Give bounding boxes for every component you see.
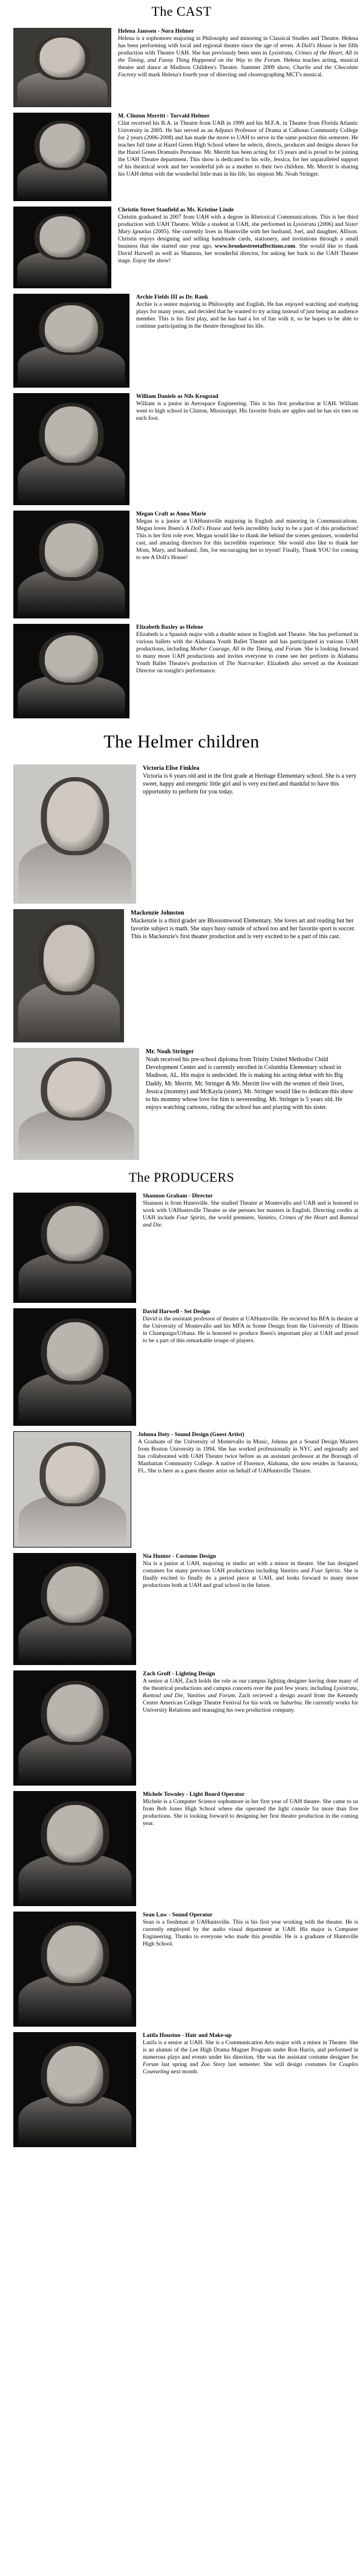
portrait-photo: [13, 624, 129, 718]
bio-photo-container: [13, 764, 136, 904]
portrait-face: [47, 781, 103, 851]
bio-paragraph: Sean is a freshman at UAHuntsville. This is his first year working with the theatre. He is currently employed by the audio visual department at UAH. His major is Computer Engineering. Thanks to everyone who made this possible. He is a graduate of Huntsville High School.: [143, 1919, 358, 1948]
bio-paragraph: Shannon is from Huntsville. She studied Theatre at Montevallo and UAB and is honored to work with UAHuntsville Theatre as she persues her masters in English. Directing credits at UAH include Four Spirits, the world premiere, Vanities, Crimes of the Heart and Rantoul and Die.: [143, 1200, 358, 1229]
bio-paragraph: Christin graduated in 2007 from UAH with a degree in Rhetorical Communications. This is her third production with UAH Theatre. While a student at UAH, she performed in Lysistrata (2006) and Sister Mary Ignatius (2005). She currently lives in Huntsville with her husband, Joel, and daughter, Allison. Christin enjoys designing and selling handmade cards, stationery, and invitations through a small business that she started one year ago, www.brookestreetaffections.com. She would like to thank David Harwell as well as Shannon, her wonderful director, for asking her back to the UAH Theatre stage. Enjoy the show!: [118, 214, 358, 265]
portrait-photo: [13, 1431, 131, 1548]
portrait-face: [47, 1925, 103, 1983]
bio-text-container: [136, 1193, 358, 1229]
bio-paragraph: Archie is a senior majoring in Philosophy and English. He has enjoyed watching and studying plays for many years, and decided that he wanted to try acting instead of just being an audience member. This is his first play, and he has had a lot of fun with it, so he hopes to be able to continue participating in the theatre throughout his life.: [136, 301, 358, 330]
portrait-face: [47, 1684, 103, 1742]
portrait-face: [47, 1805, 103, 1862]
section-heading-producers: The PRODUCERS: [128, 1170, 235, 1185]
bio-paragraph: Clint received his B.A. in Theatre from UAB in 1999 and his M.F.A. in Theatre from Florida Atlantic University in 2005. He has served as an Adjunct Professor of Drama at Calhoun Community College for 2 years (2006-2008) and has made the move to UAH to serve in the same position this semester. He teaches full time at Hazel Green High School where he selects, directs, produces and designs shows for the Hazel Green Dramatis Personae. Mr. Merritt has been acting for 15 years and is proud to be joining the UAH Theatre department. This show is dedicated to his wife, Jessica, for her unparalleled support of his theatrical work and her wonderful job as a mother to their two children. Mr. Merritt is sharing his UAH debut with the wonderful little man in his life, his stepson Mr. Noah Stringer.: [118, 120, 358, 178]
section-heading-cast: The CAST: [151, 4, 212, 19]
bio-paragraph: David is the assistant professor of theatre at UAHuntsville. He recieved his BFA in theatre at the University of Montevallo and his MFA in Scene Design from the University of Illinois in Champaign/Urbana. He is honored to produce Ibsen's important play at UAH and proud to be a part of this remarkable troupe of players.: [143, 1316, 358, 1345]
bio-text-container: [136, 1670, 358, 1714]
portrait-photo: [13, 294, 129, 388]
bio-name-role: Mr. Noah Stringer: [146, 1048, 194, 1055]
bio-name-role: David Harwell - Set Design: [143, 1309, 211, 1315]
bio-name-role: Megan Craft as Anna Marie: [136, 511, 206, 517]
bio-entry: [0, 1670, 363, 1786]
producers-bio-list: [0, 1193, 363, 2147]
bio-entry: [0, 294, 363, 388]
bio-photo-container: [13, 1431, 131, 1548]
bio-photo-container: [13, 1791, 136, 1906]
bio-photo-container: [13, 1193, 136, 1303]
bio-text-container: [136, 2032, 358, 2076]
bio-text-container: [136, 1791, 358, 1827]
bio-name-role: Helena Janssen - Nora Helmer: [118, 28, 194, 35]
bio-paragraph: Michele is a Computer Science sophomore in her first year of UAH theatre. She came to us from Bob Jones High School where she operated the light console for more than five productions. She is looking forward to designing her first theatre production in the coming year.: [143, 1798, 358, 1827]
portrait-face: [45, 406, 98, 463]
portrait-photo: [13, 1193, 136, 1303]
portrait-photo: [13, 28, 111, 107]
bio-text-container: [111, 113, 358, 178]
bio-entry: [0, 1912, 363, 2027]
portrait-face: [47, 1322, 103, 1381]
portrait-face: [47, 2046, 103, 2104]
bio-text-container: [111, 28, 358, 79]
bio-text-container: [129, 511, 358, 561]
bio-entry: [0, 624, 363, 718]
cast-bio-list: [0, 28, 363, 718]
portrait-photo: [13, 511, 129, 618]
theatre-program-page: [0, 4, 363, 2147]
bio-text-container: [111, 207, 358, 265]
bio-name-role: Mackenzie Johnston: [131, 910, 185, 916]
bio-name-role: Shannon Graham - Director: [143, 1193, 213, 1199]
bio-paragraph: Noah received his pre-school diploma from Trinity United Methodist Child Development Center and is currently enrolled in Columbia Elementary school in Madison, AL. His major is undecided. He is making his acting debut with his Big Daddy, Mr. Merritt. Mr. Stringer & Mr. Merritt live with the women of their lives, Jessica (mommy) and McKayla (sister). Mr. Stringer would like to dedicate this show to his mommy whose love for him is neverending. Mr. Stringer is 5 years old. He enjoys watching cartoons, riding the school bus and playing with his sister.: [146, 1056, 353, 1111]
bio-text-container: [129, 393, 358, 422]
bio-name-role: Nia Hunter - Costume Design: [143, 1554, 216, 1560]
portrait-photo: [13, 1048, 139, 1160]
section-heading-helmer-children: The Helmer children: [103, 732, 260, 752]
portrait-face: [45, 635, 98, 683]
portrait-photo: [13, 1670, 136, 1786]
bio-name-role: William Daniels as Nils Krogstad: [136, 394, 218, 400]
portrait-photo: [13, 1308, 136, 1426]
bio-paragraph: Elizabeth is a Spanish major with a double minor in English and Theatre. She has performed in various ballets with the Alabama Youth Ballet Theatre and has participated in various UAH productions, including Mother Courage, All in the Timing, and Forum. She is looking forward to many more UAH productions and invites everyone to come see her perform in Alabama Youth Ballet Theatre's production of The Nutcracker. Elizabeth also served as the Assistant Director on tonight's performance.: [136, 631, 359, 675]
portrait-face: [47, 1566, 103, 1623]
portrait-photo: [13, 909, 124, 1042]
bio-entry: [0, 764, 363, 904]
portrait-photo: [13, 764, 136, 904]
bio-paragraph: Nia is a junior at UAH, majoring in studio art with a minor in theatre. She has designed costumes for many previous UAH productions including Vanities and Four Spirits. She is finally excited to finally do a period piece at UAH, and looks forward to many more productions both at UAH and grad school in the future.: [143, 1560, 358, 1589]
portrait-photo: [13, 2032, 136, 2147]
bio-paragraph: William is a junior in Aerospace Engineering. This is his first production at UAH. William went to high school in Clinton, Mississippi. His favorite fruits are apples and he has six toes on each foot.: [136, 400, 358, 422]
bio-text-container: [131, 1431, 358, 1475]
bio-name-role: Johnna Doty - Sound Design (Guest Artist): [138, 1432, 244, 1438]
bio-text-container: [136, 764, 358, 796]
bio-text-container: [136, 1308, 358, 1345]
portrait-photo: [13, 1791, 136, 1906]
bio-paragraph: Megan is a junior at UAHuntsville majoring in English and minoring in Communications. Megan loves Ibsen's A Doll's House and feels incredibly lucky to be a part of this production! This is her first role ever. Megan would like to thank the behind the scenes geniuses, wonderful cast, and amazing directors for this incredible experience. She would also like to thank her Mom, Mary, and husband, Jim, for encouraging her to tryout! Finally, Thank YOU for coming to see A Doll's House!: [136, 518, 358, 561]
bio-paragraph: A Graduate of the University of Montevallo in Music, Johnna got a Sound Design Masters from Boston University in 1994. She has worked professionally in NYC and regionally and has collaborated with UAH Theatre twice before as an assistant professor at the Borough of Manhattan Community College. A native of Florence, Alabama, she now resides in Sarasota, FL. She is here as a guest theatre artist on behalf of UAHuntsville Theatre.: [138, 1439, 358, 1475]
portrait-face: [47, 1061, 105, 1117]
bio-entry: [0, 1553, 363, 1665]
bio-paragraph: Helena is a sophomore majoring in Philosophy and minoring in Classical Studies and Theatre. Helena has been performing with local and regional theatre since the age of seven. A Doll's House is her fifth production with Theatre UAH. She has previously been seen in Lysistrata, Crimes of the Heart, All in the Timing, and Funny Thing Happened on the Way to the Forum. Helena teaches acting, musical theatre and dance at Madison Children's Theatre. Summer 2009 show, Charlie and the Chocolate Factory will mark Helena's fourth year of directing and choreographing MCT's musical.: [118, 35, 358, 79]
bio-photo-container: [13, 28, 111, 107]
portrait-face: [45, 1446, 99, 1503]
portrait-photo: [13, 1553, 136, 1665]
bio-text-container: [139, 1048, 358, 1111]
children-bio-list: [0, 764, 363, 1160]
bio-paragraph: Victoria is 6 years old and in the first grade at Heritage Elementary school. She is a very sweet, happy and energetic little girl and is very excited and thankful to have this opportunity to perform for you today.: [143, 773, 357, 796]
bio-name-role: Victoria Elise Finklea: [143, 765, 200, 772]
portrait-face: [45, 523, 98, 577]
portrait-photo: [13, 113, 111, 201]
bio-entry: [0, 28, 363, 107]
portrait-face: [40, 124, 85, 168]
bio-photo-container: [13, 113, 111, 201]
bio-text-container: [136, 1912, 358, 1948]
bio-paragraph: Latifa is a senior at UAH. She is a Communication Arts major with a minor in Theatre. She is an alumni of the Lee High Drama Magnet Program under Ron Harris, and performed in numerous plays and events under his direction. She was the assistant costume designer for Forum last spring and Zoo Story last semester. She will design costumes for Couples Counseling next month.: [143, 2039, 358, 2076]
bio-name-role: Christin Street Stanfield as Ms. Kristine Linde: [118, 207, 234, 213]
bio-paragraph: Mackenzie is a third grader are Blossomwood Elementary. She loves art and reading but her favorite subject is math. She stays busy outside of school too and her favorite sport is soccer. This is Mackenzie's first theater production and is very excited to be a part of this cast.: [131, 918, 356, 941]
bio-paragraph: A senior at UAH, Zach holds the role as our campus lighting designer having done many of the theatrical productions and campus concerts over the past few years; including Lysistrata, Rantoul and Die, Vanities and Forum. Zach recieved a design award from the Kennedy Center American College Theatre Festival for his work on Suburbia. He currently works for University Relations and managing his own production company.: [143, 1678, 358, 1714]
bio-name-role: Sean Law - Sound Operator: [143, 1912, 213, 1918]
bio-entry: [0, 2032, 363, 2147]
bio-photo-container: [13, 909, 124, 1042]
bio-photo-container: [13, 1912, 136, 2027]
portrait-face: [40, 216, 85, 257]
portrait-face: [40, 38, 85, 78]
bio-name-role: Michele Townley - Light Board Operator: [143, 1792, 245, 1798]
bio-entry: [0, 1048, 363, 1160]
bio-name-role: M. Clinton Merritt - Torvald Helmer: [118, 113, 210, 119]
bio-photo-container: [13, 393, 129, 505]
bio-name-role: Elizabeth Baxley as Helene: [136, 624, 203, 631]
portrait-photo: [13, 393, 129, 505]
bio-text-container: [124, 909, 358, 941]
bio-entry: [0, 1431, 363, 1548]
bio-photo-container: [13, 1670, 136, 1786]
portrait-face: [44, 925, 94, 992]
bio-text-container: [129, 294, 358, 330]
bio-entry: [0, 207, 363, 288]
bio-photo-container: [13, 1308, 136, 1426]
bio-text-container: [129, 624, 358, 675]
bio-entry: [0, 511, 363, 618]
bio-name-role: Zach Groff - Lighting Design: [143, 1671, 215, 1677]
bio-photo-container: [13, 2032, 136, 2147]
bio-name-role: Latifa Houston - Hair and Make-up: [143, 2033, 232, 2039]
portrait-photo: [13, 207, 111, 288]
bio-entry: [0, 1791, 363, 1906]
bio-entry: [0, 393, 363, 505]
portrait-face: [45, 305, 98, 353]
portrait-face: [47, 1206, 103, 1261]
bio-entry: [0, 1193, 363, 1303]
bio-photo-container: [13, 207, 111, 288]
bio-photo-container: [13, 624, 129, 718]
bio-entry: [0, 909, 363, 1042]
bio-entry: [0, 113, 363, 201]
bio-entry: [0, 1308, 363, 1426]
bio-text-container: [136, 1553, 358, 1589]
bio-photo-container: [13, 294, 129, 388]
bio-photo-container: [13, 1048, 139, 1160]
portrait-photo: [13, 1912, 136, 2027]
bio-name-role: Archie Fields III as Dr. Rank: [136, 294, 209, 300]
bio-photo-container: [13, 1553, 136, 1665]
bio-photo-container: [13, 511, 129, 618]
